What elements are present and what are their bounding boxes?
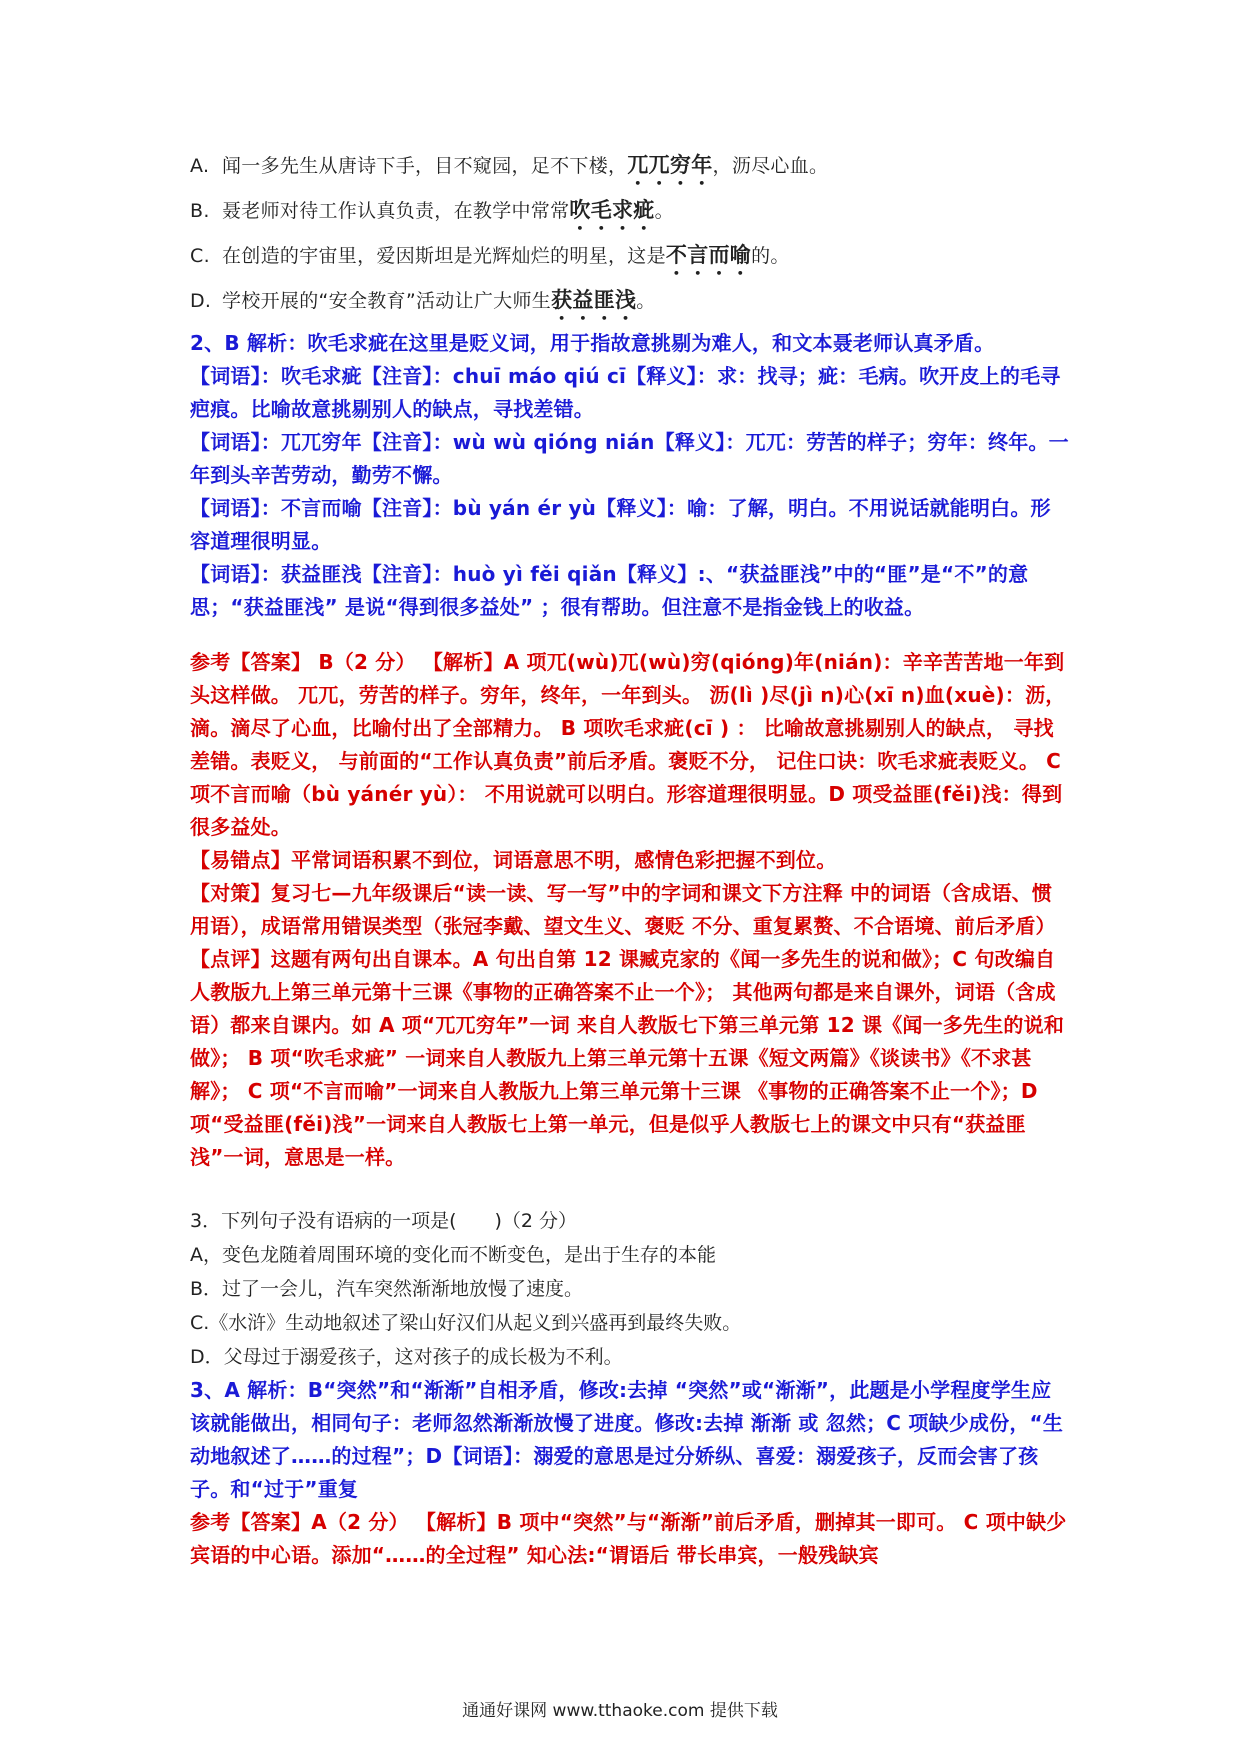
q3-option-a: A，变色龙随着周围环境的变化而不断变色，是出于生存的本能	[190, 1244, 716, 1266]
analysis-line: 【词语】：不言而喻【注音】：bù yán ér yù【释义】：喻：了解，明白。不用说话就能明白。形容道理很明显。	[190, 496, 1051, 553]
analysis-line: 【词语】：吹毛求疵【注音】：chuī máo qiú cī【释义】：求：找寻；疵：毛病。吹开皮上的毛寻疤痕。比喻故意挑剔别人的缺点，寻找差错。	[190, 364, 1061, 421]
comment: 【点评】这题有两句出自课本。A 句出自第 12 课臧克家的《闻一多先生的说和做》；C 句改编自人教版九上第三单元第十三课《事物的正确答案不止一个》； 其他两句都是来自课外，词语（含成语）都来自课内。如 A 项“兀兀穷年”一词 来自人教版七下第三单元第 12 课《闻一多先生的说和做》； B 项“吹毛求疵” 一词来自人教版九上第三单元第十五课《短文两篇》《谈读书》《不求甚解》； C 项“不言而喻”一词来自人教版九上第三单元第十三课 《事物的正确答案不止一个》；D 项“受益匪(fěi)浅”一词来自人教版七上第一单元，但是似乎人教版七上的课文中只有“获益匪浅”一词，意思是一样。	[190, 947, 1065, 1169]
emphasized-idiom: 获益匪浅	[551, 288, 637, 312]
emphasized-idiom: 不言而喻	[665, 243, 752, 267]
q2-answer	[190, 646, 1070, 1174]
q3-option-b: B．过了一会儿，汽车突然渐渐地放慢了速度。	[190, 1278, 584, 1300]
option-a: A. 闻一多先生从唐诗下手，目不窥园，足不下楼，兀兀穷年，沥尽心血。	[190, 153, 829, 177]
page-content	[190, 145, 1070, 1572]
q3-option-c: C.《水浒》生动地叙述了梁山好汉们从起义到兴盛再到最终失败。	[190, 1312, 742, 1334]
option-d: D. 学校开展的“安全教育”活动让广大师生获益匪浅。	[190, 288, 656, 312]
analysis-line: 2、B 解析：吹毛求疵在这里是贬义词，用于指故意挑剔为难人，和文本聂老师认真矛盾。	[190, 331, 995, 355]
q3-option-d: D．父母过于溺爱孩子，这对孩子的成长极为不利。	[190, 1346, 623, 1368]
q3-stem: 3．下列句子没有语病的一项是( )（2 分）	[190, 1210, 578, 1232]
option-b: B. 聂老师对待工作认真负责，在教学中常常吹毛求疵。	[190, 198, 674, 222]
q3-analysis: 3、A 解析：B“突然”和“渐渐”自相矛盾，修改:去掉 “突然”或“渐渐”，此题是小学程度学生应该就能做出，相同句子：老师忽然渐渐放慢了进度。修改:去掉 渐渐 或 忽然；C 项缺少成份，“生动地叙述了……的过程”；D【词语】：溺爱的意思是过分娇纵、喜爱：溺爱孩子，反而会害了孩子。和“过于”重复	[190, 1378, 1064, 1501]
emphasized-idiom: 兀兀穷年	[627, 153, 713, 177]
emphasized-idiom: 吹毛求疵	[569, 198, 655, 222]
q3-answer: 参考【答案】A（2 分） 【解析】B 项中“突然”与“渐渐”前后矛盾，删掉其一即可。 C 项中缺少宾语的中心语。添加“……的全过程” 知心法:“谓语后 带长串宾，一般残缺宾	[190, 1510, 1067, 1567]
option-c: C. 在创造的宇宙里，爱因斯坦是光辉灿烂的明星，这是不言而喻的。	[190, 243, 790, 267]
q3-block	[190, 1204, 1070, 1374]
q2-analysis	[190, 327, 1070, 624]
analysis-line: 【词语】：获益匪浅【注音】：huò yì fěi qiǎn【释义】:、“获益匪浅”中的“匪”是“不”的意思；“获益匪浅” 是说“得到很多益处” ；很有帮助。但注意不是指金钱上的收益。	[190, 562, 1029, 619]
page-footer: 通通好课网 www.tthaoke.com 提供下载	[462, 1701, 778, 1721]
error-prone-point: 【易错点】平常词语积累不到位，词语意思不明，感情色彩把握不到位。	[190, 848, 837, 872]
strategy: 【对策】复习七—九年级课后“读一读、写一写”中的字词和课文下方注释 中的词语（含成语、惯用语），成语常用错误类型（张冠李戴、望文生义、褒贬 不分、重复累赘、不合语境、前后矛盾）	[190, 881, 1056, 938]
answer-paragraph: 参考【答案】 B（2 分） 【解析】A 项兀(wù)兀(wù)穷(qióng)年(nián)：辛辛苦苦地一年到头这样做。 兀兀，劳苦的样子。穷年，终年，一年到头。 沥(lì )尽(jì n)心(xī n)血(xuè)：沥，滴。滴尽了心血，比喻付出了全部精力。 B 项吹毛求疵(cī ) ： 比喻故意挑剔别人的缺点， 寻找差错。表贬义， 与前面的“工作认真负责”前后矛盾。褒贬不分， 记住口诀：吹毛求疵表贬义。 C 项不言而喻（bù yánér yù）： 不用说就可以明白。形容道理很明显。D 项受益匪(fěi)浅：得到很多益处。	[190, 650, 1066, 839]
q2-options	[190, 145, 1070, 325]
analysis-line: 【词语】：兀兀穷年【注音】：wù wù qióng nián【释义】：兀兀：劳苦的样子；穷年：终年。一年到头辛苦劳动，勤劳不懈。	[190, 430, 1069, 487]
